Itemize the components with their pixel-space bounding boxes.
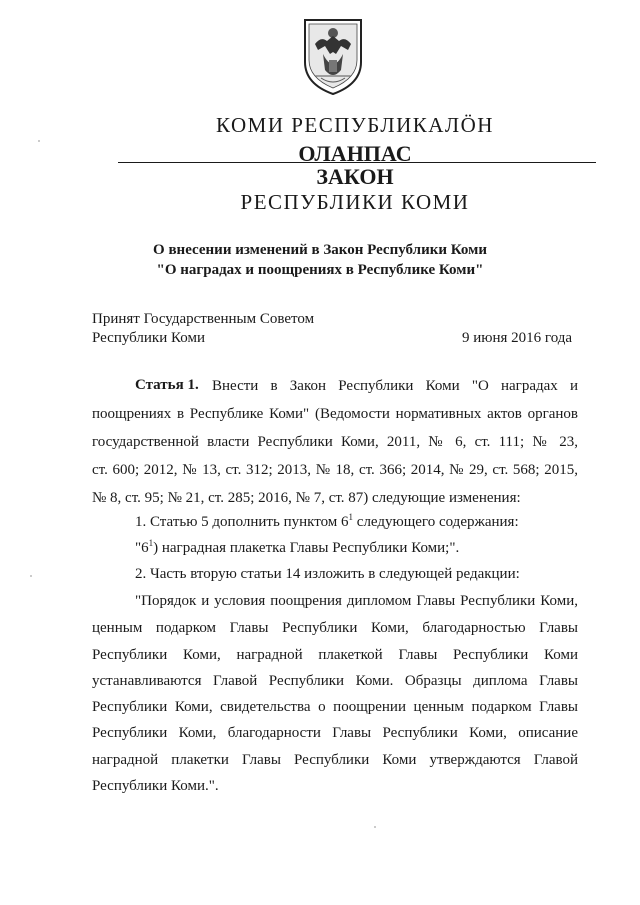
article-text-line: государственной власти Республики Коми, 2011, № 6, ст. 111; № 23, [92, 434, 578, 450]
article-text-line: Внести в Закон Республики Коми "О наградах и [212, 378, 578, 394]
quote-line: наградной плакетки Главы Республики Коми утверждаются Главой [92, 752, 578, 768]
header-republic-komi: КОМИ РЕСПУБЛИКАЛӦН [216, 113, 494, 137]
article-text-line: № 8, ст. 95; № 21, ст. 285; 2016, № 7, ст. 87) следующие изменения: [92, 490, 521, 506]
coat-of-arms-emblem [301, 14, 365, 98]
adopted-line-2: Республики Коми [92, 330, 205, 346]
adoption-date: 9 июня 2016 года [462, 330, 573, 346]
quote-line: ценным подарком Главы Республики Коми, благодарностью Главы [92, 620, 578, 636]
scan-speck [30, 575, 32, 577]
law-title-line-1: О внесении изменений в Закон Республики Коми [153, 242, 487, 258]
article-text-line: ст. 600; 2012, № 13, ст. 312; 2013, № 18, ст. 366; 2014, № 29, ст. 568; 2015, [92, 462, 578, 478]
quote-line: Республики Коми, наградной плакеткой Главы Республики Коми [92, 647, 578, 663]
quote-line: Республики Коми, благодарности Главы Республики Коми, описание [92, 725, 578, 741]
adopted-line-1: Принят Государственным Советом [92, 311, 315, 327]
article-label: Статья 1. [135, 377, 199, 393]
law-title-line-2: "О наградах и поощрениях в Республике Коми" [156, 262, 484, 278]
quote-line: Республики Коми, свидетельства о поощрении ценным подарком Главы [92, 699, 578, 715]
scan-speck [374, 826, 376, 828]
quote-line: Республики Коми.". [92, 778, 219, 794]
header-olanpas: ОЛАНПАС [298, 141, 412, 166]
article-text-line: поощрениях в Республике Коми" (Ведомости нормативных актов органов [92, 406, 578, 422]
item-1-quote: "$6^1$) наградная плакетка Главы Республики Коми;". [135, 538, 460, 556]
header-divider [118, 162, 596, 163]
item-1: 1. Статью 5 дополнить пунктом $6^1$ следующего содержания: [135, 512, 519, 530]
quote-line: "Порядок и условия поощрения дипломом Главы Республики Коми, [135, 593, 578, 609]
quote-line: устанавливаются Главой Республики Коми. Образцы диплома Главы [92, 673, 578, 689]
scan-speck [38, 140, 40, 142]
item-2: 2. Часть вторую статьи 14 изложить в следующей редакции: [135, 566, 520, 582]
header-respubliki-komi: РЕСПУБЛИКИ КОМИ [240, 190, 470, 214]
header-zakon: ЗАКОН [316, 164, 394, 189]
